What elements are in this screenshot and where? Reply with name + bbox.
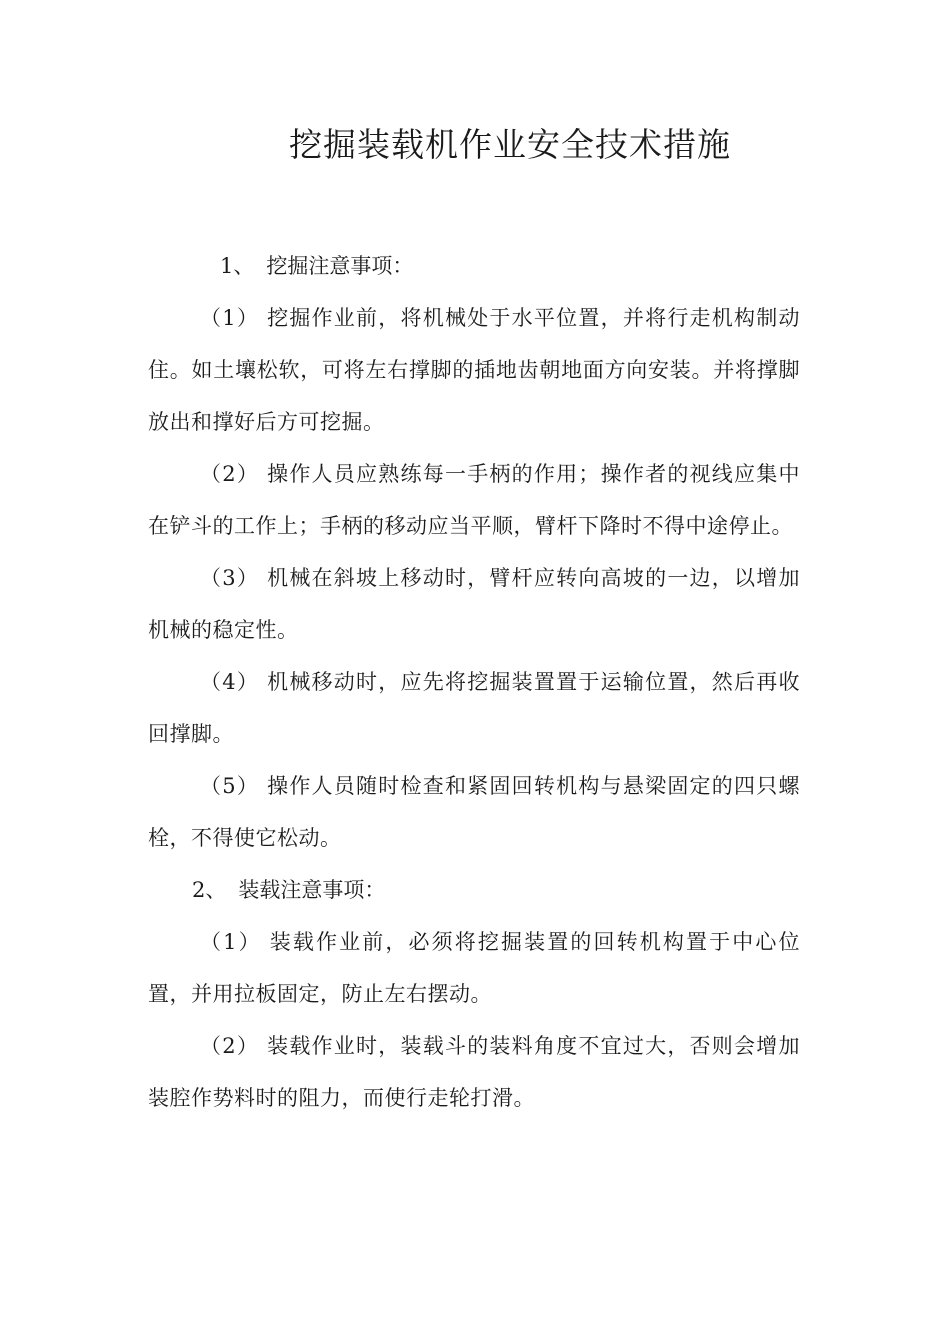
item-text: 装载作业时，装载斗的装料角度不宜过大，否则会增加装腔作势料时的阻力，而使行走轮打滑。 [148, 1034, 800, 1110]
section-number: 2、 [192, 878, 227, 902]
item-text: 操作人员随时检查和紧固回转机构与悬梁固定的四只螺栓，不得使它松动。 [148, 774, 800, 850]
section-heading [148, 864, 800, 916]
item-text: 装载作业前，必须将挖掘装置的回转机构置于中心位置，并用拉板固定，防止左右摆动。 [148, 930, 800, 1006]
list-item [148, 448, 800, 552]
item-text: 机械移动时，应先将挖掘装置置于运输位置，然后再收回撑脚。 [148, 670, 800, 746]
document-body [148, 240, 800, 1124]
item-number: （1） [200, 306, 260, 330]
section-heading-text: 装载注意事项： [238, 878, 386, 902]
list-item [148, 292, 800, 448]
item-text: 操作人员应熟练每一手柄的作用；操作者的视线应集中在铲斗的工作上；手柄的移动应当平顺，臂杆下降时不得中途停止。 [148, 462, 800, 538]
item-number: （3） [200, 566, 260, 590]
section-heading-text: 挖掘注意事项： [266, 254, 414, 278]
item-number: （2） [200, 1034, 260, 1058]
item-number: （1） [200, 930, 262, 954]
item-text: 挖掘作业前，将机械处于水平位置，并将行走机构制动住。如土壤松软，可将左右撑脚的插地齿朝地面方向安装。并将撑脚放出和撑好后方可挖掘。 [148, 306, 800, 434]
item-number: （4） [200, 670, 260, 694]
list-item [148, 656, 800, 760]
item-text: 机械在斜坡上移动时，臂杆应转向高坡的一边，以增加机械的稳定性。 [148, 566, 800, 642]
list-item [148, 1020, 800, 1124]
list-item [148, 552, 800, 656]
section-heading [148, 240, 800, 292]
list-item [148, 760, 800, 864]
item-number: （5） [200, 774, 260, 798]
document-title: 挖掘装载机作业安全技术措施 [289, 125, 731, 164]
item-number: （2） [200, 462, 260, 486]
section-number: 1、 [220, 254, 255, 278]
list-item [148, 916, 800, 1020]
